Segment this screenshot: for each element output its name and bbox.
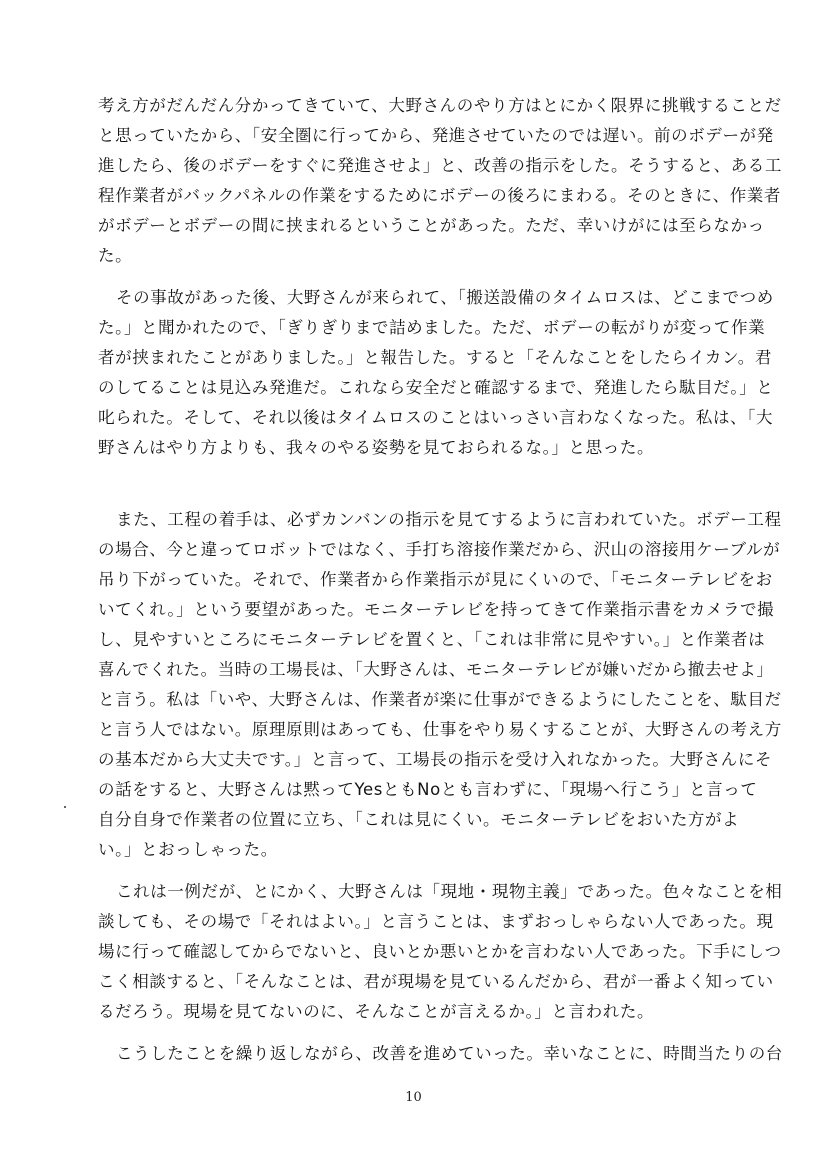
text-line: 喜んでくれた。当時の工場長は、「大野さんは、モニターテレビが嫌いだから撤去せよ」	[98, 660, 774, 679]
text-line: がボデーとボデーの間に挟まれるということがあった。ただ、幸いけがには至らなかっ	[98, 216, 765, 235]
text-line: の基本だから大丈夫です。」と言って、工場長の指示を受け入れなかった。大野さんにそ	[98, 750, 773, 769]
text-line: また、工程の着手は、必ずカンバンの指示を見てするように言われていた。ボデー工程	[116, 510, 782, 529]
text-line: 自分自身で作業者の位置に立ち、「これは見にくい。モニターテレビをおいた方がよ	[98, 810, 740, 829]
text-line: こうしたことを繰り返しながら、改善を進めていった。幸いなことに、時間当たりの台	[116, 1044, 783, 1063]
text-line: の場合、今と違ってロボットではなく、手打ち溶接作業だから、沢山の溶接用ケーブルが	[98, 540, 781, 559]
text-line: た。」と聞かれたので、「ぎりぎりまで詰めました。ただ、ボデーの転がりが変って作業	[98, 318, 766, 337]
text-line: と言う。私は「いや、大野さんは、作業者が楽に仕事ができるようにしたことを、駄目だ	[98, 690, 782, 709]
text-line: と言う人ではない。原理原則はあっても、仕事をやり易くすることが、大野さんの考え方	[98, 720, 782, 739]
text-line: た。	[98, 246, 133, 265]
text-line: 場に行って確認してからでないと、良いとか悪いとかを言わない人であった。下手にしつ	[98, 942, 782, 961]
margin-speck	[64, 806, 66, 808]
text-line: い。」とおっしゃった。	[98, 840, 278, 859]
text-line: の話をすると、大野さんは黙ってYesともNoとも言わずに、「現場へ行こう」と言って	[98, 780, 758, 799]
text-line: 程作業者がバックパネルの作業をするためにボデーの後ろにまわる。そのときに、作業者	[98, 186, 782, 205]
text-line: その事故があった後、大野さんが来られて、「搬送設備のタイムロスは、どこまでつめ	[116, 288, 774, 307]
text-line: いてくれ。」という要望があった。モニターテレビを持ってきて作業指示書をカメラで撮	[98, 600, 775, 619]
text-line: 進したら、後のボデーをすぐに発進させよ」と、改善の指示をした。そうすると、ある工	[98, 156, 782, 175]
text-line: こく相談すると、「そんなことは、君が現場を見ているんだから、君が一番よく知ってい	[98, 972, 774, 991]
text-line: と思っていたから、「安全圏に行ってから、発進させていたのでは遅い。前のボデーが発	[98, 126, 774, 145]
text-line: るだろう。現場を見てないのに、そんなことが言えるか。」と言われた。	[98, 1002, 655, 1021]
text-line: 考え方がだんだん分かってきていて、大野さんのやり方はとにかく限界に挑戦することだ	[98, 96, 782, 115]
text-line: 談しても、その場で「それはよい。」と言うことは、まずおっしゃらない人であった。現	[98, 912, 774, 931]
page-number: 10	[405, 1090, 422, 1105]
text-line: 者が挟まれたことがありました。」と報告した。すると「そんなことをしたらイカン。君	[98, 348, 772, 367]
text-line: 叱られた。そして、それ以後はタイムロスのことはいっさい言わなくなった。私は、「大	[98, 408, 774, 427]
text-line: 吊り下がっていた。それで、作業者から作業指示が見にくいので、「モニターテレビをお	[98, 570, 773, 589]
text-line: し、見やすいところにモニターテレビを置くと、「これは非常に見やすい。」と作業者は	[98, 630, 766, 649]
text-line: これは一例だが、とにかく、大野さんは「現地・現物主義」であった。色々なことを相	[116, 882, 783, 901]
text-line: 野さんはやり方よりも、我々のやる姿勢を見ておられるな。」と思った。	[98, 438, 655, 457]
text-line: のしてることは見込み発進だ。これなら安全だと確認するまで、発進したら駄目だ。」と	[98, 378, 774, 397]
